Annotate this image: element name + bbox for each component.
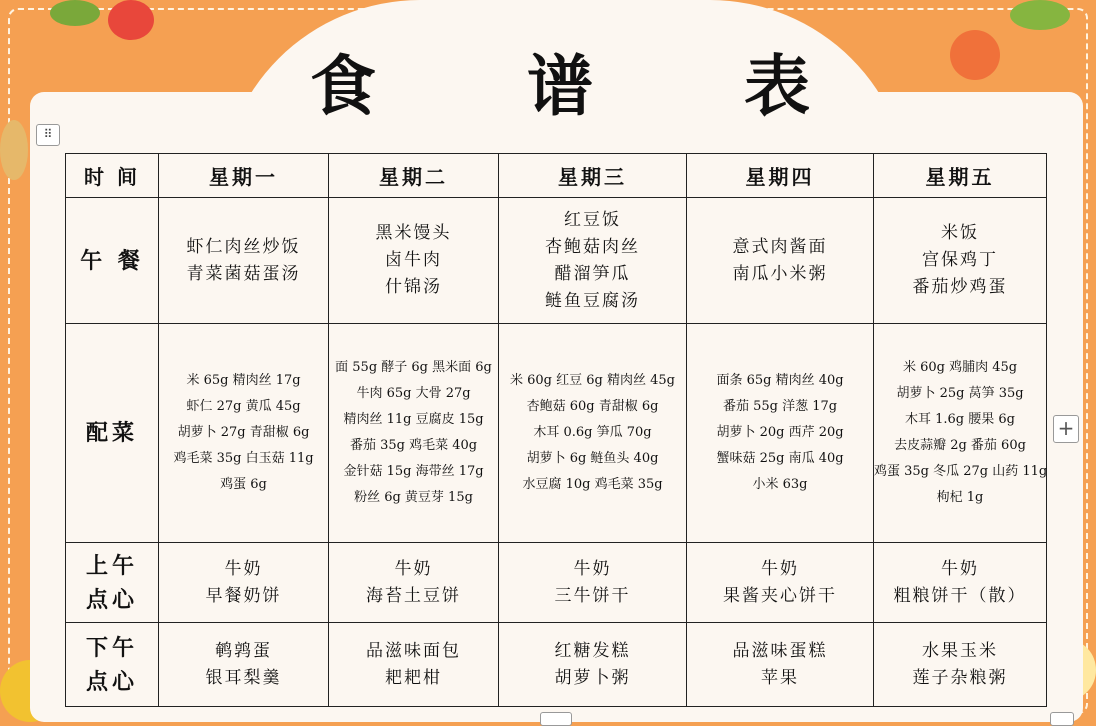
menu-cell[interactable]	[687, 623, 874, 707]
menu-cell[interactable]	[874, 324, 1047, 543]
ingredient-line: 牛肉 65g 大骨 27g	[356, 386, 471, 401]
menu-cell[interactable]	[159, 543, 329, 623]
table-move-handle-icon[interactable]: ⠿	[36, 124, 60, 146]
menu-cell[interactable]	[329, 324, 499, 543]
menu-table	[65, 153, 1047, 707]
ingredient-line: 精肉丝 11g 豆腐皮 15g	[343, 412, 484, 427]
ingredient-line: 鸡蛋 6g	[220, 477, 267, 492]
table-row	[66, 324, 1047, 543]
dish-line: 鹌鹑蛋	[215, 640, 272, 661]
ingredient-line: 米 60g 鸡脯肉 45g	[902, 360, 1018, 375]
dish-line: 宫保鸡丁	[922, 250, 998, 270]
lime-decoration	[1010, 0, 1070, 30]
row-header[interactable]	[66, 324, 159, 543]
menu-cell[interactable]	[329, 198, 499, 324]
menu-cell[interactable]	[159, 324, 329, 543]
ingredient-line: 米 65g 精肉丝 17g	[186, 373, 301, 388]
bread-decoration	[0, 120, 28, 180]
orange-decoration	[950, 30, 1000, 80]
ingredient-line: 鸡毛菜 35g 白玉菇 11g	[173, 451, 314, 466]
row-header-line: 点心	[85, 586, 138, 613]
dish-line: 果酱夹心饼干	[723, 585, 837, 606]
header-row	[66, 154, 1047, 198]
dish-line: 海苔土豆饼	[366, 585, 461, 606]
title-char: 谱	[527, 47, 593, 125]
table-row	[66, 198, 1047, 324]
dish-line: 品滋味蛋糕	[732, 640, 828, 661]
ingredient-line: 枸杞 1g	[936, 490, 984, 505]
ingredient-line: 虾仁 27g 黄瓜 45g	[186, 399, 301, 414]
dish-line: 苹果	[761, 667, 799, 688]
column-header[interactable]: 星期二	[329, 154, 499, 198]
ingredient-line: 面 55g 酵子 6g 黑米面 6g	[335, 360, 492, 375]
menu-cell[interactable]	[874, 543, 1047, 623]
title-char: 食	[310, 47, 376, 125]
ingredient-line: 胡萝卜 20g 西芹 20g	[716, 425, 844, 440]
add-row-handle[interactable]	[540, 712, 572, 726]
dish-line: 粗粮饼干（散）	[893, 585, 1027, 606]
ingredient-line: 蟹味菇 25g 南瓜 40g	[716, 451, 844, 466]
dish-line: 青菜菌菇蛋汤	[186, 263, 301, 284]
dish-line: 胡萝卜粥	[554, 667, 631, 688]
dish-line: 鲢鱼豆腐汤	[545, 290, 640, 311]
row-header[interactable]	[66, 543, 159, 623]
menu-cell[interactable]	[329, 543, 499, 623]
ingredient-line: 番茄 35g 鸡毛菜 40g	[349, 438, 478, 453]
menu-cell[interactable]	[687, 543, 874, 623]
ingredient-line: 木耳 1.6g 腰果 6g	[905, 412, 1015, 427]
row-header-line: 点心	[85, 668, 138, 695]
menu-cell[interactable]	[159, 198, 329, 324]
dish-line: 牛奶	[941, 558, 979, 579]
page-title	[250, 40, 870, 125]
column-header[interactable]: 星期五	[874, 154, 1047, 198]
row-header-line: 下午	[85, 634, 138, 661]
menu-cell[interactable]	[499, 543, 687, 623]
ingredient-line: 金针菇 15g 海带丝 17g	[343, 464, 484, 479]
ingredient-line: 去皮蒜瓣 2g 番茄 60g	[894, 438, 1026, 453]
add-column-button[interactable]: +	[1053, 415, 1079, 443]
dish-line: 黑米馒头	[375, 223, 452, 243]
dish-line: 牛奶	[224, 558, 263, 579]
dish-line: 什锦汤	[385, 277, 442, 297]
ingredient-line: 米 60g 红豆 6g 精肉丝 45g	[510, 373, 675, 388]
menu-cell[interactable]	[329, 623, 499, 707]
dish-line: 红豆饭	[564, 209, 621, 230]
ingredient-line: 胡萝卜 25g 莴笋 35g	[896, 386, 1024, 401]
dish-line: 莲子杂粮粥	[912, 667, 1008, 688]
row-header[interactable]	[66, 198, 159, 324]
column-header[interactable]: 星期一	[159, 154, 329, 198]
dish-line: 牛奶	[761, 558, 799, 579]
row-header-line: 午 餐	[80, 247, 144, 274]
row-header-line: 配菜	[85, 420, 138, 446]
ingredient-line: 胡萝卜 6g 鲢鱼头 40g	[526, 451, 659, 466]
ingredient-line: 胡萝卜 27g 青甜椒 6g	[177, 425, 310, 440]
dish-line: 杏鲍菇肉丝	[545, 236, 640, 257]
tomato-decoration	[108, 0, 154, 40]
menu-cell[interactable]	[499, 623, 687, 707]
menu-cell[interactable]	[874, 623, 1047, 707]
dish-line: 品滋味面包	[366, 640, 461, 661]
dish-line: 水果玉米	[922, 640, 998, 661]
dish-line: 虾仁肉丝炒饭	[186, 236, 301, 257]
resize-handle[interactable]	[1050, 712, 1074, 726]
menu-cell[interactable]	[499, 198, 687, 324]
menu-cell[interactable]	[159, 623, 329, 707]
dish-line: 耙耙柑	[385, 667, 442, 688]
dish-line: 番茄炒鸡蛋	[912, 277, 1008, 297]
menu-cell[interactable]	[874, 198, 1047, 324]
title-char: 表	[744, 47, 810, 125]
ingredient-line: 杏鲍菇 60g 青甜椒 6g	[526, 399, 659, 414]
column-header[interactable]: 星期三	[499, 154, 687, 198]
dish-line: 三牛饼干	[554, 585, 631, 606]
dish-line: 南瓜小米粥	[732, 263, 828, 284]
menu-cell[interactable]	[499, 324, 687, 543]
table-row	[66, 543, 1047, 623]
dish-line: 牛奶	[573, 558, 612, 579]
dish-line: 牛奶	[394, 558, 433, 579]
column-header[interactable]: 星期四	[687, 154, 874, 198]
dish-line: 卤牛肉	[385, 250, 442, 270]
ingredient-line: 水豆腐 10g 鸡毛菜 35g	[522, 477, 663, 492]
ingredient-line: 小米 63g	[752, 477, 808, 492]
row-header-line: 上午	[85, 552, 138, 579]
ingredient-line: 粉丝 6g 黄豆芽 15g	[354, 490, 473, 505]
dish-line: 醋溜笋瓜	[554, 263, 631, 284]
dish-line: 米饭	[941, 223, 979, 243]
dish-line: 银耳梨羹	[205, 667, 282, 688]
ingredient-line: 番茄 55g 洋葱 17g	[722, 399, 838, 414]
ingredient-line: 鸡蛋 35g 冬瓜 27g 山药 11g	[874, 464, 1048, 479]
dish-line: 早餐奶饼	[205, 585, 282, 606]
ingredient-line: 木耳 0.6g 笋瓜 70g	[533, 425, 652, 440]
ingredient-line: 面条 65g 精肉丝 40g	[716, 373, 844, 388]
table-row	[66, 623, 1047, 707]
menu-cell[interactable]	[687, 324, 874, 543]
avocado-decoration	[50, 0, 100, 26]
column-header[interactable]: 时 间	[66, 154, 159, 198]
menu-cell[interactable]	[687, 198, 874, 324]
dish-line: 红糖发糕	[554, 640, 631, 661]
dish-line: 意式肉酱面	[732, 236, 828, 257]
row-header[interactable]	[66, 623, 159, 707]
